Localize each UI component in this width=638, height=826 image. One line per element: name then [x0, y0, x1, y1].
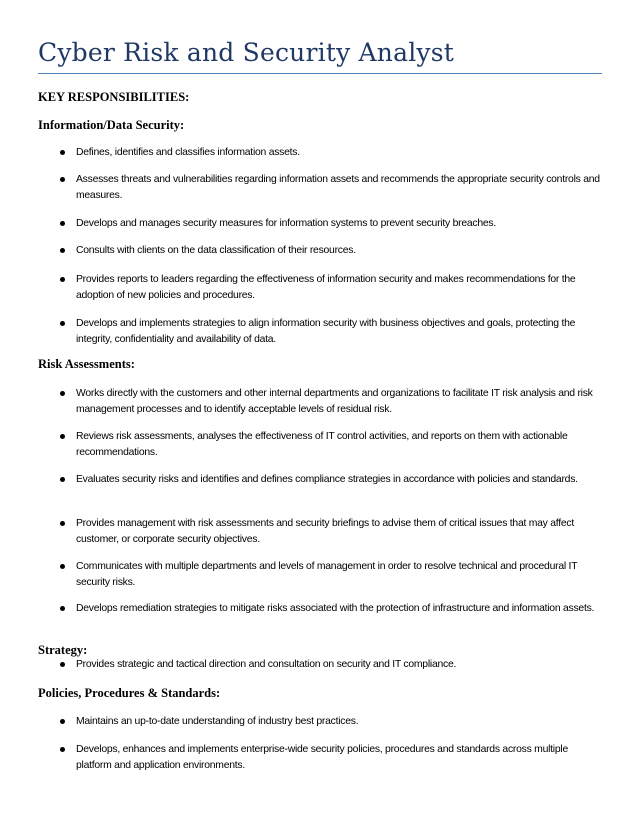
list-item [60, 714, 605, 730]
list-item-text: Defines, identifies and classifies information assets. [76, 147, 300, 158]
list-item-text: Works directly with the customers and other internal departments and organizations to facilitate IT risk analysis and risk management processes and to identify acceptable levels of residual risk. [76, 388, 593, 415]
list-item [60, 316, 605, 348]
list-item-text: Communicates with multiple departments and levels of management in order to resolve technical and procedural IT security risks. [76, 561, 578, 588]
bullet-icon [60, 601, 66, 617]
section-heading-policies-procedures-standards: Policies, Procedures & Standards: [38, 686, 221, 700]
list-item-text: Develops and manages security measures for information systems to prevent security breaches. [76, 218, 496, 229]
section-heading-information-security: Information/Data Security: [38, 118, 185, 132]
list-item-text: Develops remediation strategies to mitigate risks associated with the protection of infrastructure and information assets. [76, 603, 595, 614]
list-item-text: Provides reports to leaders regarding the effectiveness of information security and makes recommendations for the adoption of new policies and procedures. [76, 274, 576, 301]
list-item [60, 172, 605, 204]
bullet-icon [60, 272, 66, 288]
list-item [60, 216, 605, 232]
bullet-icon [60, 243, 66, 259]
document-title: Cyber Risk and Security Analyst [38, 38, 454, 67]
bullet-icon [60, 742, 66, 758]
list-item [60, 272, 605, 304]
list-item [60, 742, 605, 774]
bullet-icon [60, 216, 66, 232]
bullet-icon [60, 657, 66, 673]
list-item [60, 657, 605, 673]
bullet-icon [60, 472, 66, 488]
bullet-icon [60, 145, 66, 161]
list-item-text: Assesses threats and vulnerabilities regarding information assets and recommends the appropriate security controls and measures. [76, 174, 600, 201]
bullet-icon [60, 172, 66, 188]
title-underline [38, 73, 602, 74]
section-heading-risk-assessments: Risk Assessments: [38, 357, 135, 371]
key-responsibilities-heading: KEY RESPONSIBILITIES: [38, 90, 190, 104]
bullet-icon [60, 386, 66, 402]
list-item [60, 243, 605, 259]
list-item-text: Develops, enhances and implements enterprise-wide security policies, procedures and standards across multiple platform and application environments. [76, 744, 568, 771]
bullet-icon [60, 429, 66, 445]
list-item [60, 601, 605, 617]
list-item [60, 472, 605, 488]
bullet-icon [60, 516, 66, 532]
bullet-icon [60, 316, 66, 332]
list-item-text: Consults with clients on the data classification of their resources. [76, 245, 356, 256]
list-item-text: Evaluates security risks and identifies and defines compliance strategies in accordance with policies and standards. [76, 474, 578, 485]
list-item-text: Develops and implements strategies to align information security with business objectives and goals, protecting the integrity, confidentiality and availability of data. [76, 318, 576, 345]
list-item [60, 559, 605, 591]
list-item [60, 145, 605, 161]
list-item [60, 516, 605, 548]
list-item-text: Provides management with risk assessments and security briefings to advise them of critical issues that may affect customer, or corporate security objectives. [76, 518, 574, 545]
bullet-icon [60, 714, 66, 730]
list-item [60, 429, 605, 461]
list-item-text: Maintains an up-to-date understanding of industry best practices. [76, 716, 359, 727]
bullet-icon [60, 559, 66, 575]
list-item-text: Reviews risk assessments, analyses the effectiveness of IT control activities, and reports on them with actionable recommendations. [76, 431, 568, 458]
section-heading-strategy: Strategy: [38, 643, 88, 657]
list-item-text: Provides strategic and tactical direction and consultation on security and IT compliance. [76, 659, 457, 670]
list-item [60, 386, 605, 418]
